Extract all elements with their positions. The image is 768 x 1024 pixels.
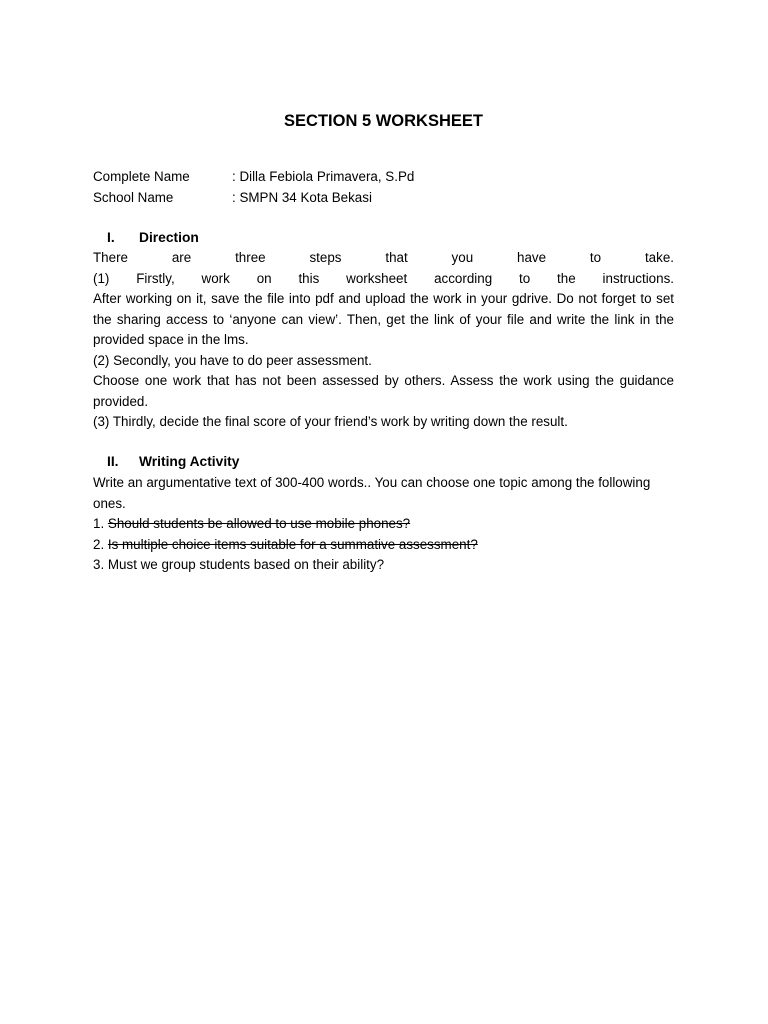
direction-step-3: (3) Thirdly, decide the final score of your friend’s work by writing down the result. (93, 414, 568, 429)
name-row (93, 167, 674, 188)
school-value: : SMPN 34 Kota Bekasi (232, 189, 372, 205)
section-heading-writing-activity (93, 452, 239, 472)
identity-block (93, 167, 674, 208)
direction-block (93, 248, 674, 433)
topic-item (93, 514, 674, 535)
topic-item (93, 535, 674, 556)
topic-number: 1. (93, 516, 108, 531)
direction-paragraph-1: After working on it, save the file into pdf and upload the work in your gdrive. Do not forget to set the sharing access to ‘anyone can view’. Then, get the link of your file and write the link in the provided space in the lms. (93, 291, 674, 347)
topic-text: Should students be allowed to use mobile phones? (107, 516, 411, 531)
activity-intro: Write an argumentative text of 300-400 words.. You can choose one topic among the following ones. (93, 475, 651, 511)
topic-text: Must we group students based on their ability? (107, 557, 385, 572)
section-title: Writing Activity (139, 454, 240, 469)
section-title: Direction (139, 230, 199, 245)
writing-activity-block (93, 473, 674, 576)
page-title: SECTION 5 WORKSHEET (284, 112, 483, 130)
name-label: Complete Name (93, 169, 190, 184)
section-number: I. (107, 230, 115, 245)
school-label: School Name (93, 189, 174, 205)
school-row (93, 188, 674, 209)
topic-number: 3. (93, 557, 108, 572)
section-heading-direction (93, 228, 199, 248)
direction-line-1: There are three steps that you have to take. (93, 250, 674, 265)
direction-paragraph-2: Choose one work that has not been assessed by others. Assess the work using the guidance provided. (93, 373, 674, 409)
topic-item (93, 555, 674, 576)
section-number: II. (107, 454, 119, 469)
direction-line-2: (1) Firstly, work on this worksheet according to the instructions. (93, 270, 674, 286)
topic-text: Is multiple choice items suitable for a summative assessment? (107, 536, 478, 552)
direction-step-2: (2) Secondly, you have to do peer assessment. (93, 352, 372, 368)
name-value: : Dilla Febiola Primavera, S.Pd (232, 169, 415, 184)
topic-number: 2. (93, 536, 108, 552)
